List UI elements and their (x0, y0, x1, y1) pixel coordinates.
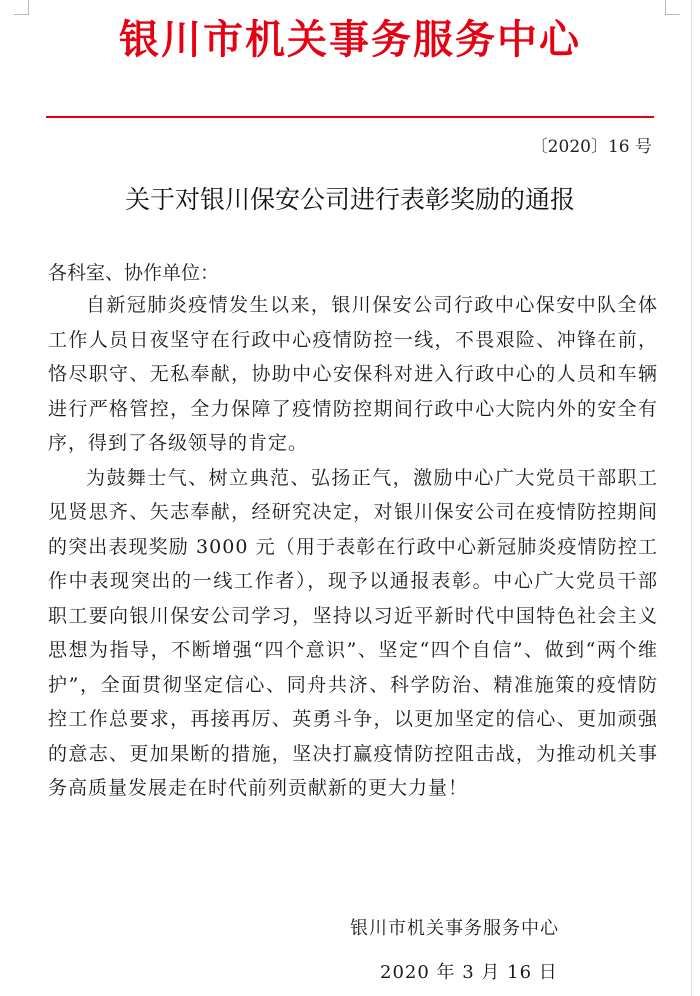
addressee-line: 各科室、协作单位： (48, 262, 220, 284)
document-number: 〔2020〕16 号 (530, 137, 652, 157)
signature-organization: 银川市机关事务服务中心 (350, 918, 559, 939)
body-paragraph-2: 为鼓舞士气、树立典范、弘扬正气，激励中心广大党员干部职工见贤思齐、矢志奉献，经研究决定，对银川保安公司在疫情防控期间的突出表现奖励 3000 元（用于表彰在行政中心新冠肺炎疫情防控工作中表现突出的一线工作者），现予以通报表彰。中心广大党员干部职工要向银川保安公司学习，坚持以习近平新时代中国特色社会主义思想为指导，不断增强“四个意识”、坚定“四个自信”、做到“两个维护”，全面贯彻坚定信心、同舟共济、科学防治、精准施策的疫情防控工作总要求，再接再厉、英勇斗争，以更加坚定的信心、更加顽强的意志、更加果断的措施，坚决打赢疫情防控阻击战，为推动机关事务高质量发展走在时代前列贡献新的更大力量！ (48, 466, 658, 799)
red-header-divider (46, 116, 654, 118)
body-paragraph-1: 自新冠肺炎疫情发生以来，银川保安公司行政中心保安中队全体工作人员日夜坚守在行政中心疫情防控一线，不畏艰险、冲锋在前，恪尽职守、无私奉献，协助中心安保科对进入行政中心的人员和车辆进行严格管控，全力保障了疫情防控期间行政中心大院内外的安全有序，得到了各级领导的肯定。 (48, 294, 658, 454)
issuing-organization-header: 银川市机关事务服务中心 (119, 17, 581, 63)
page-edge-rule (691, 0, 692, 996)
signature-date: 2020 年 3 月 16 日 (380, 962, 558, 983)
document-body (48, 288, 658, 806)
document-title: 关于对银川保安公司进行表彰奖励的通报 (124, 185, 575, 214)
